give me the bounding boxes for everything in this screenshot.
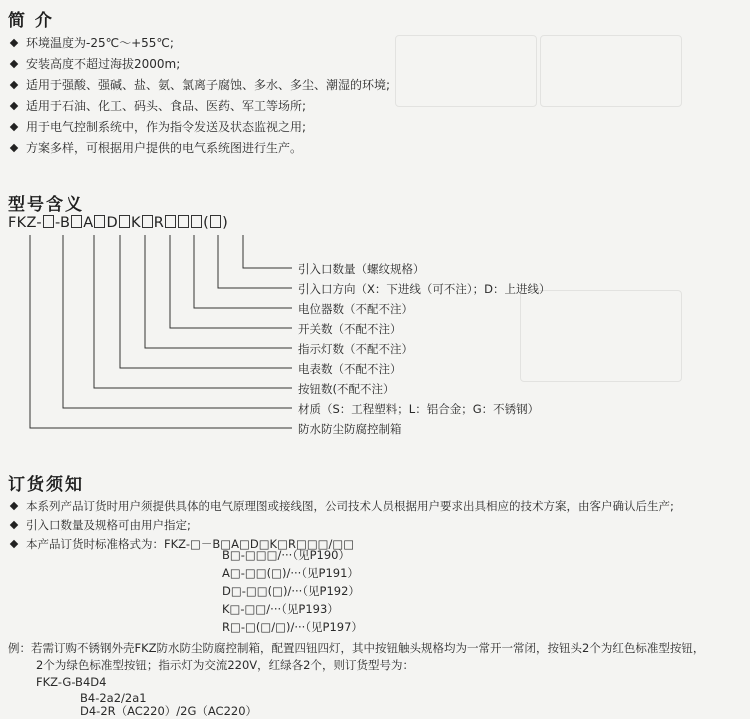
model-label-potentiometer: 电位器数（不配不注） bbox=[298, 302, 413, 316]
diamond-bullet-icon bbox=[10, 540, 18, 548]
model-title: 型号含义 bbox=[8, 195, 84, 215]
intro-item: 方案多样，可根据用户提供的电气系统图进行生产。 bbox=[8, 138, 390, 159]
example-button-spec: B4-2a2/2a1 bbox=[80, 691, 147, 705]
blank-box-icon bbox=[119, 215, 130, 228]
bracket-line-material bbox=[63, 235, 292, 408]
background-ghost-panel-2 bbox=[540, 35, 682, 107]
intro-item: 适用于强酸、强碱、盐、氨、氯离子腐蚀、多水、多尘、潮湿的环境; bbox=[8, 75, 390, 96]
diamond-bullet-icon bbox=[10, 102, 18, 110]
order-item: 引入口数量及规格可由用户指定; bbox=[8, 516, 674, 535]
order-format-d: D□-□□(□)/···（见P192） bbox=[222, 584, 360, 598]
bracket-line-button bbox=[94, 235, 292, 388]
order-item: 本产品订货时标准格式为：FKZ-□－B□A□D□K□R□□□/□□ bbox=[8, 535, 674, 554]
blank-box-icon bbox=[43, 215, 54, 228]
bracket-line-switch bbox=[170, 235, 292, 328]
model-label-switch: 开关数（不配不注） bbox=[298, 322, 402, 336]
bracket-line-box bbox=[30, 235, 292, 428]
model-code: FKZ- -B A D K R ( ) bbox=[8, 215, 229, 231]
background-ghost-panel-3 bbox=[520, 290, 682, 382]
model-label-indicator: 指示灯数（不配不注） bbox=[298, 342, 413, 356]
order-item: 本系列产品订货时用户须提供具体的电气原理图或接线图，公司技术人员根据用户要求出具相应的技术方案，由客户确认后生产; bbox=[8, 497, 674, 516]
model-label-meter: 电表数（不配不注） bbox=[298, 362, 402, 376]
diamond-bullet-icon bbox=[10, 81, 18, 89]
order-format-a: A□-□□(□)/···（见P191） bbox=[222, 566, 359, 580]
intro-list bbox=[8, 33, 390, 159]
diamond-bullet-icon bbox=[10, 502, 18, 510]
intro-item: 适用于石油、化工、码头、食品、医药、军工等场所; bbox=[8, 96, 390, 117]
order-format-b: B□-□□□/···（见P190） bbox=[222, 548, 350, 562]
intro-item: 环境温度为-25℃～+55℃; bbox=[8, 33, 390, 54]
diamond-bullet-icon bbox=[10, 123, 18, 131]
model-bracket-lines bbox=[0, 230, 300, 450]
model-label-material: 材质（S：工程塑料；L：铝合金；G：不锈钢） bbox=[298, 402, 540, 416]
bracket-line-inlet-dir bbox=[218, 235, 292, 288]
blank-box-icon bbox=[210, 215, 221, 228]
model-label-inlet-dir: 引入口方向（X：下进线（可不注）；D：上进线） bbox=[298, 282, 551, 296]
order-format-r: R□-□(□/□)/···（见P197） bbox=[222, 620, 363, 634]
blank-box-icon bbox=[142, 215, 153, 228]
example-model-code: FKZ-G-B4D4 bbox=[36, 675, 107, 689]
order-format-k: K□-□□/···（见P193） bbox=[222, 602, 339, 616]
intro-item: 安装高度不超过海拔2000m; bbox=[8, 54, 390, 75]
bracket-line-inlet-qty bbox=[243, 235, 292, 268]
model-label-button: 按钮数(不配不注） bbox=[298, 382, 395, 396]
blank-box-icon bbox=[191, 215, 202, 228]
intro-title: 简 介 bbox=[8, 11, 54, 31]
blank-box-icon bbox=[165, 215, 176, 228]
blank-box-icon bbox=[178, 215, 189, 228]
background-ghost-panel-1 bbox=[395, 35, 537, 107]
blank-box-icon bbox=[71, 215, 82, 228]
diamond-bullet-icon bbox=[10, 39, 18, 47]
blank-box-icon bbox=[94, 215, 105, 228]
order-list bbox=[8, 497, 674, 554]
example-line-2: 2个为绿色标准型按钮；指示灯为交流220V，红绿各2个，则订货型号为： bbox=[36, 658, 414, 672]
example-line-1: 例：若需订购不锈钢外壳FKZ防水防尘防腐控制箱，配置四钮四灯，其中按钮触头规格均为一常开一常闭，按钮头2个为红色标准型按钮， bbox=[8, 641, 705, 655]
order-title: 订货须知 bbox=[8, 475, 84, 495]
diamond-bullet-icon bbox=[10, 144, 18, 152]
model-label-box: 防水防尘防腐控制箱 bbox=[298, 422, 402, 436]
diamond-bullet-icon bbox=[10, 60, 18, 68]
example-indicator-spec: D4-2R（AC220）/2G（AC220） bbox=[80, 704, 258, 718]
diamond-bullet-icon bbox=[10, 521, 18, 529]
intro-item: 用于电气控制系统中，作为指令发送及状态监视之用; bbox=[8, 117, 390, 138]
model-label-inlet-qty: 引入口数量（螺纹规格） bbox=[298, 262, 425, 276]
